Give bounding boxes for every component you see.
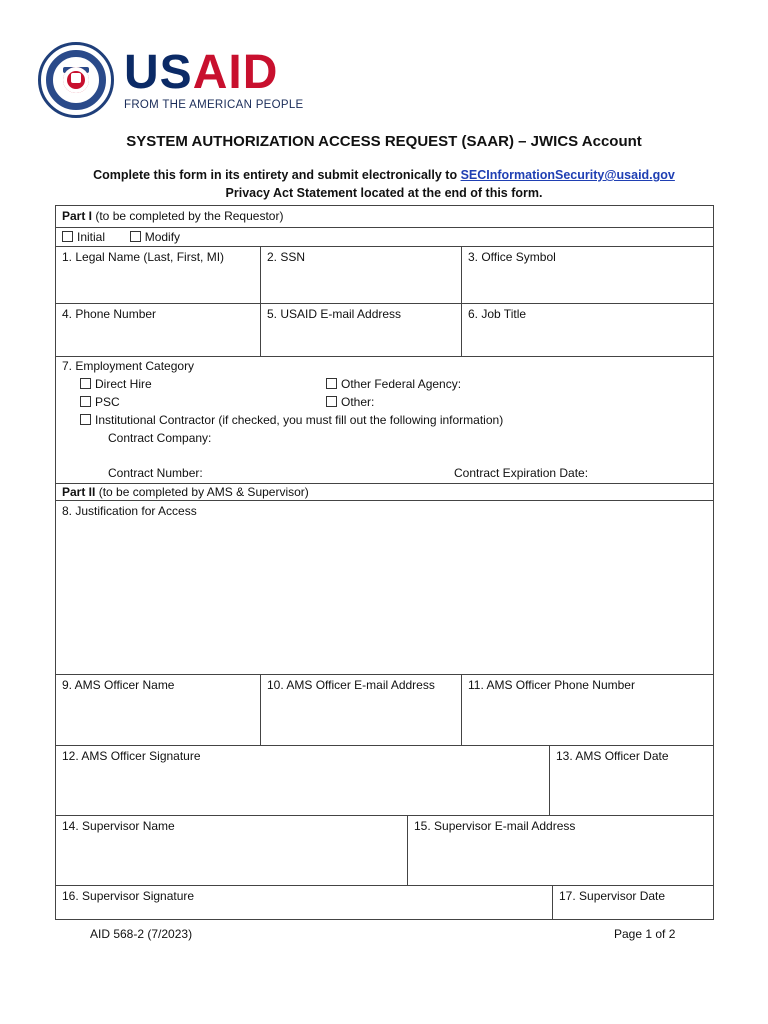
usaid-email-field[interactable] — [260, 304, 461, 356]
supervisor-email-label: 15. Supervisor E-mail Address — [414, 819, 576, 833]
other-label: Other: — [341, 395, 375, 409]
ams-officer-date-field[interactable] — [549, 746, 713, 815]
privacy-note: Privacy Act Statement located at the end of this form. — [225, 186, 543, 200]
contract-company-label: Contract Company: — [108, 431, 212, 445]
psc-checkbox[interactable] — [80, 396, 91, 407]
usaid-header — [38, 40, 304, 120]
direct-hire-label: Direct Hire — [95, 377, 152, 391]
institutional-contractor-label: Institutional Contractor (if checked, you must fill out the following information) — [95, 413, 504, 427]
form-instructions — [0, 166, 768, 202]
logo-tagline: FROM THE AMERICAN PEOPLE — [124, 99, 304, 111]
justification-field[interactable] — [56, 501, 713, 674]
submission-email-link[interactable]: SECInformationSecurity@usaid.gov — [460, 168, 675, 182]
page-number: Page 1 of 2 — [614, 927, 676, 941]
other-checkbox[interactable] — [326, 396, 337, 407]
job-title-field[interactable] — [461, 304, 713, 356]
employment-category-label: 7. Employment Category — [62, 359, 195, 373]
part1-heading-row — [56, 206, 713, 228]
ams-officer-phone-label: 11. AMS Officer Phone Number — [468, 678, 635, 692]
ams-officer-name-field[interactable] — [56, 675, 260, 745]
logo-aid: AID — [192, 46, 279, 99]
ams-officer-email-label: 10. AMS Officer E-mail Address — [267, 678, 435, 692]
part1-heading: Part I — [62, 209, 93, 223]
row-fields-4-6 — [56, 304, 713, 357]
legal-name-field[interactable] — [56, 247, 260, 303]
ssn-field[interactable] — [260, 247, 461, 303]
row-fields-1-3 — [56, 247, 713, 304]
request-type-row — [56, 228, 713, 247]
direct-hire-checkbox[interactable] — [80, 378, 91, 389]
modify-checkbox[interactable] — [130, 231, 141, 242]
office-symbol-field[interactable] — [461, 247, 713, 303]
justification-row — [56, 501, 713, 675]
part2-heading-row — [56, 484, 713, 501]
saar-form — [55, 205, 714, 920]
supervisor-name-label: 14. Supervisor Name — [62, 819, 175, 833]
other-federal-agency-checkbox[interactable] — [326, 378, 337, 389]
usaid-logo — [124, 46, 304, 111]
ssn-label: 2. SSN — [267, 250, 306, 264]
usaid-seal-icon — [38, 42, 114, 118]
legal-name-label: 1. Legal Name (Last, First, MI) — [62, 250, 225, 264]
form-title: SYSTEM AUTHORIZATION ACCESS REQUEST (SAAR) – JWICS Account — [126, 133, 642, 150]
ams-officer-signature-field[interactable] — [56, 746, 549, 815]
part2-heading-note: (to be completed by AMS & Supervisor) — [95, 485, 309, 499]
employment-category-row — [56, 357, 713, 484]
row-fields-12-13 — [56, 746, 713, 816]
ams-officer-date-label: 13. AMS Officer Date — [556, 749, 669, 763]
office-symbol-label: 3. Office Symbol — [468, 250, 556, 264]
initial-label: Initial — [77, 230, 106, 244]
form-id: AID 568-2 (7/2023) — [90, 927, 193, 941]
supervisor-date-label: 17. Supervisor Date — [559, 889, 666, 903]
row-fields-9-11 — [56, 675, 713, 746]
ams-officer-name-label: 9. AMS Officer Name — [62, 678, 175, 692]
psc-label: PSC — [95, 395, 120, 409]
supervisor-date-field[interactable] — [552, 886, 713, 920]
justification-label: 8. Justification for Access — [62, 504, 197, 518]
part2-heading: Part II — [62, 485, 96, 499]
contract-number-label: Contract Number: — [108, 466, 203, 480]
ams-officer-signature-label: 12. AMS Officer Signature — [62, 749, 201, 763]
contract-expiration-label: Contract Expiration Date: — [454, 466, 589, 480]
institutional-contractor-checkbox[interactable] — [80, 414, 91, 425]
part1-heading-note: (to be completed by the Requestor) — [92, 209, 284, 223]
supervisor-signature-field[interactable] — [56, 886, 552, 920]
modify-label: Modify — [144, 230, 181, 244]
row-fields-14-15 — [56, 816, 713, 886]
initial-checkbox[interactable] — [62, 231, 73, 242]
usaid-email-label: 5. USAID E-mail Address — [267, 307, 402, 321]
ams-officer-phone-field[interactable] — [461, 675, 713, 745]
supervisor-signature-label: 16. Supervisor Signature — [62, 889, 195, 903]
phone-number-field[interactable] — [56, 304, 260, 356]
supervisor-email-field[interactable] — [407, 816, 713, 885]
row-fields-16-17 — [56, 886, 713, 920]
instructions-text: Complete this form in its entirety and submit electronically to — [93, 168, 458, 182]
logo-us: US — [124, 46, 193, 99]
supervisor-name-field[interactable] — [56, 816, 407, 885]
ams-officer-email-field[interactable] — [260, 675, 461, 745]
other-federal-agency-label: Other Federal Agency: — [341, 377, 462, 391]
job-title-label: 6. Job Title — [468, 307, 527, 321]
phone-number-label: 4. Phone Number — [62, 307, 157, 321]
